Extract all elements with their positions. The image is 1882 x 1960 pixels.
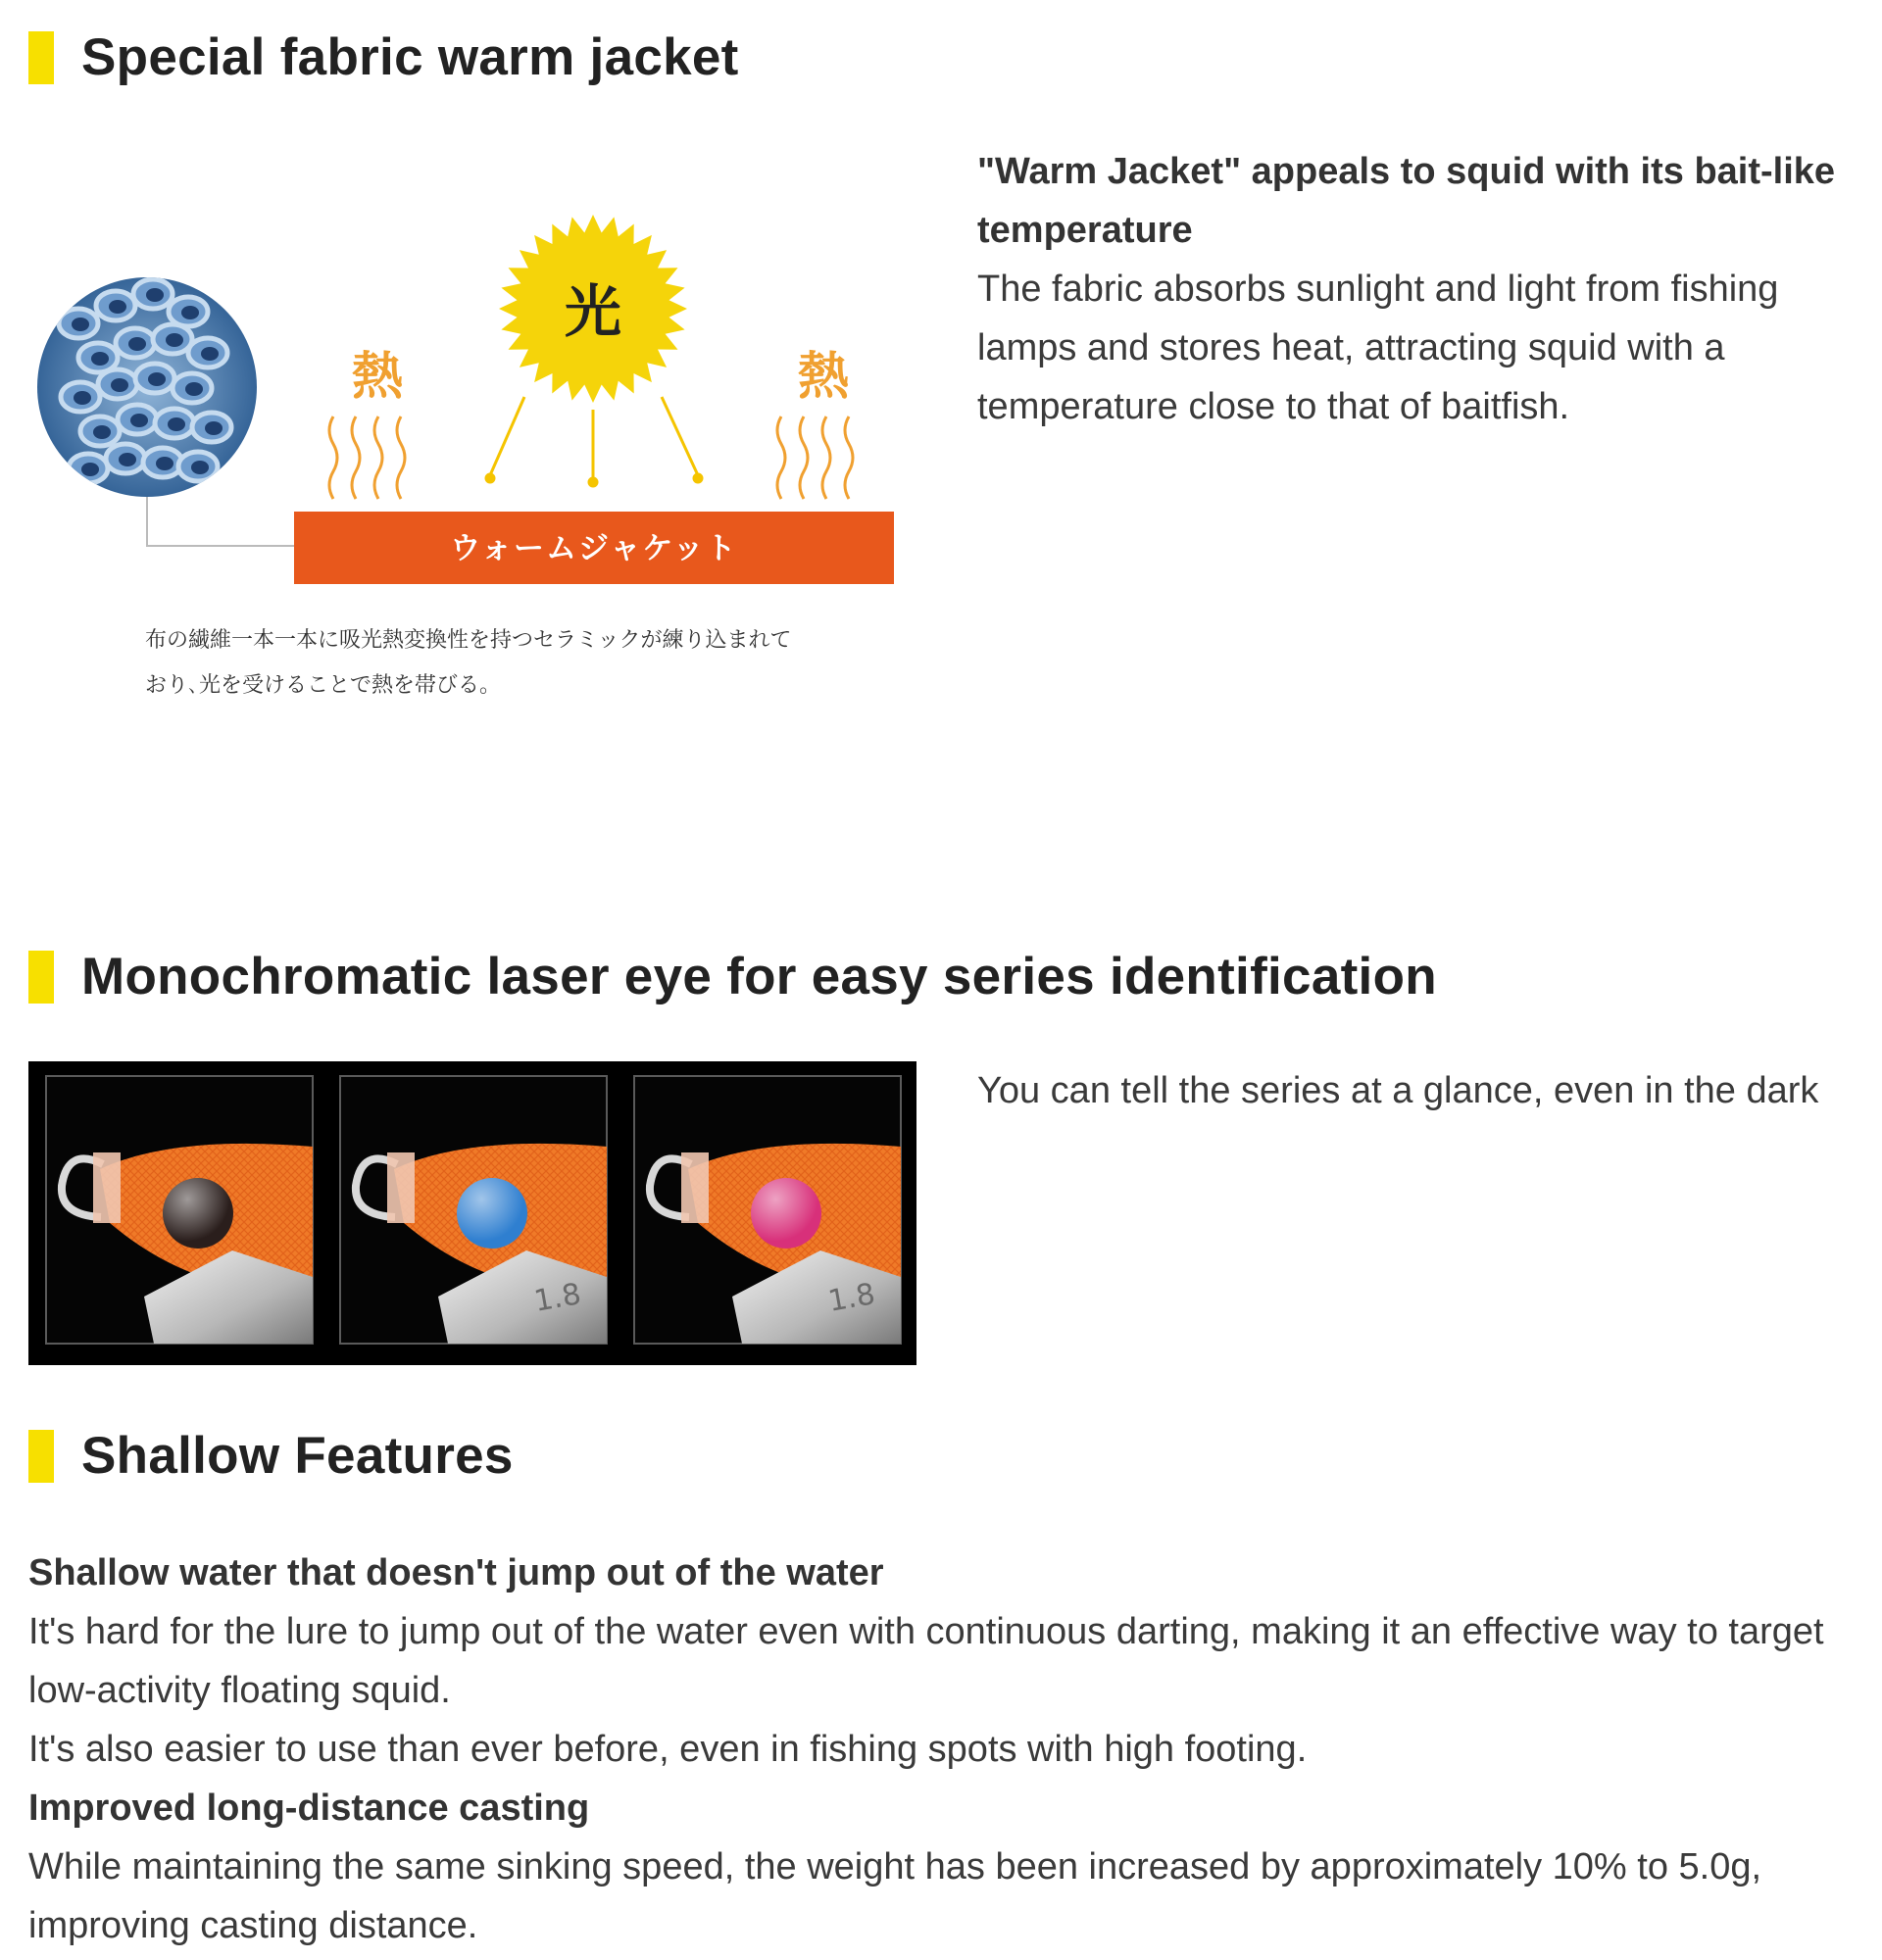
warm-jacket-body: The fabric absorbs sunlight and light from fishing lamps and stores heat, attracting squid with a temperature close to that of baitfish. [977,269,1779,427]
warm-jacket-diagram [29,196,912,706]
laser-eye-body: You can tell the series at a glance, even in the dark [977,1070,1819,1111]
heat-label-left: 熱 [351,348,404,407]
heading-accent-bar [28,31,54,84]
shallow-features-list [28,1544,1842,1955]
feature-title: Shallow water that doesn't jump out of the water [28,1552,884,1593]
heading-accent-bar [28,1430,54,1483]
section-heading-laser-eye [28,947,1437,1006]
warm-jacket-subheading: "Warm Jacket" appeals to squid with its bait-like temperature [977,151,1836,251]
feature-line: It's hard for the lure to jump out of the water even with continuous darting, making it an effective way to target low-activity floating squid. [28,1611,1824,1711]
section-heading-warm-jacket [28,27,739,87]
warm-jacket-description [977,142,1850,436]
section-heading-shallow-features [28,1426,514,1486]
lure-eye-photo [340,1076,607,1344]
section-title: Monochromatic laser eye for easy series identification [81,948,1437,1005]
sun-label: 光 [564,278,622,345]
sinker-weight-mark: 1.8 [825,1277,878,1319]
laser-eye-photo-strip [28,1061,916,1365]
light-rays-icon [486,397,702,486]
sinker-weight-mark: 1.8 [531,1277,584,1319]
section-title: Shallow Features [81,1427,514,1485]
warm-jacket-bar-label: ウォームジャケット [450,531,738,566]
section-title: Special fabric warm jacket [81,28,739,86]
heat-label-right: 熱 [797,348,850,407]
diagram-caption-line1: 布の繊維一本一本に吸光熱変換性を持つセラミックが練り込まれて [145,628,792,653]
laser-eye-description [977,1061,1850,1120]
lure-eye-photo [634,1076,901,1344]
feature-line: While maintaining the same sinking speed, the weight has been increased by approximately 10% to 5.0g, improving casting distance. [28,1846,1762,1946]
heading-accent-bar [28,951,54,1004]
feature-line: It's also easier to use than ever before, even in fishing spots with high footing. [28,1729,1308,1770]
fiber-closeup-icon [37,277,257,497]
connector-line [147,497,294,546]
feature-title: Improved long-distance casting [28,1788,590,1829]
diagram-caption-line2: おり､光を受けることで熱を帯びる｡ [145,673,491,698]
lure-eye-photo [46,1076,313,1344]
